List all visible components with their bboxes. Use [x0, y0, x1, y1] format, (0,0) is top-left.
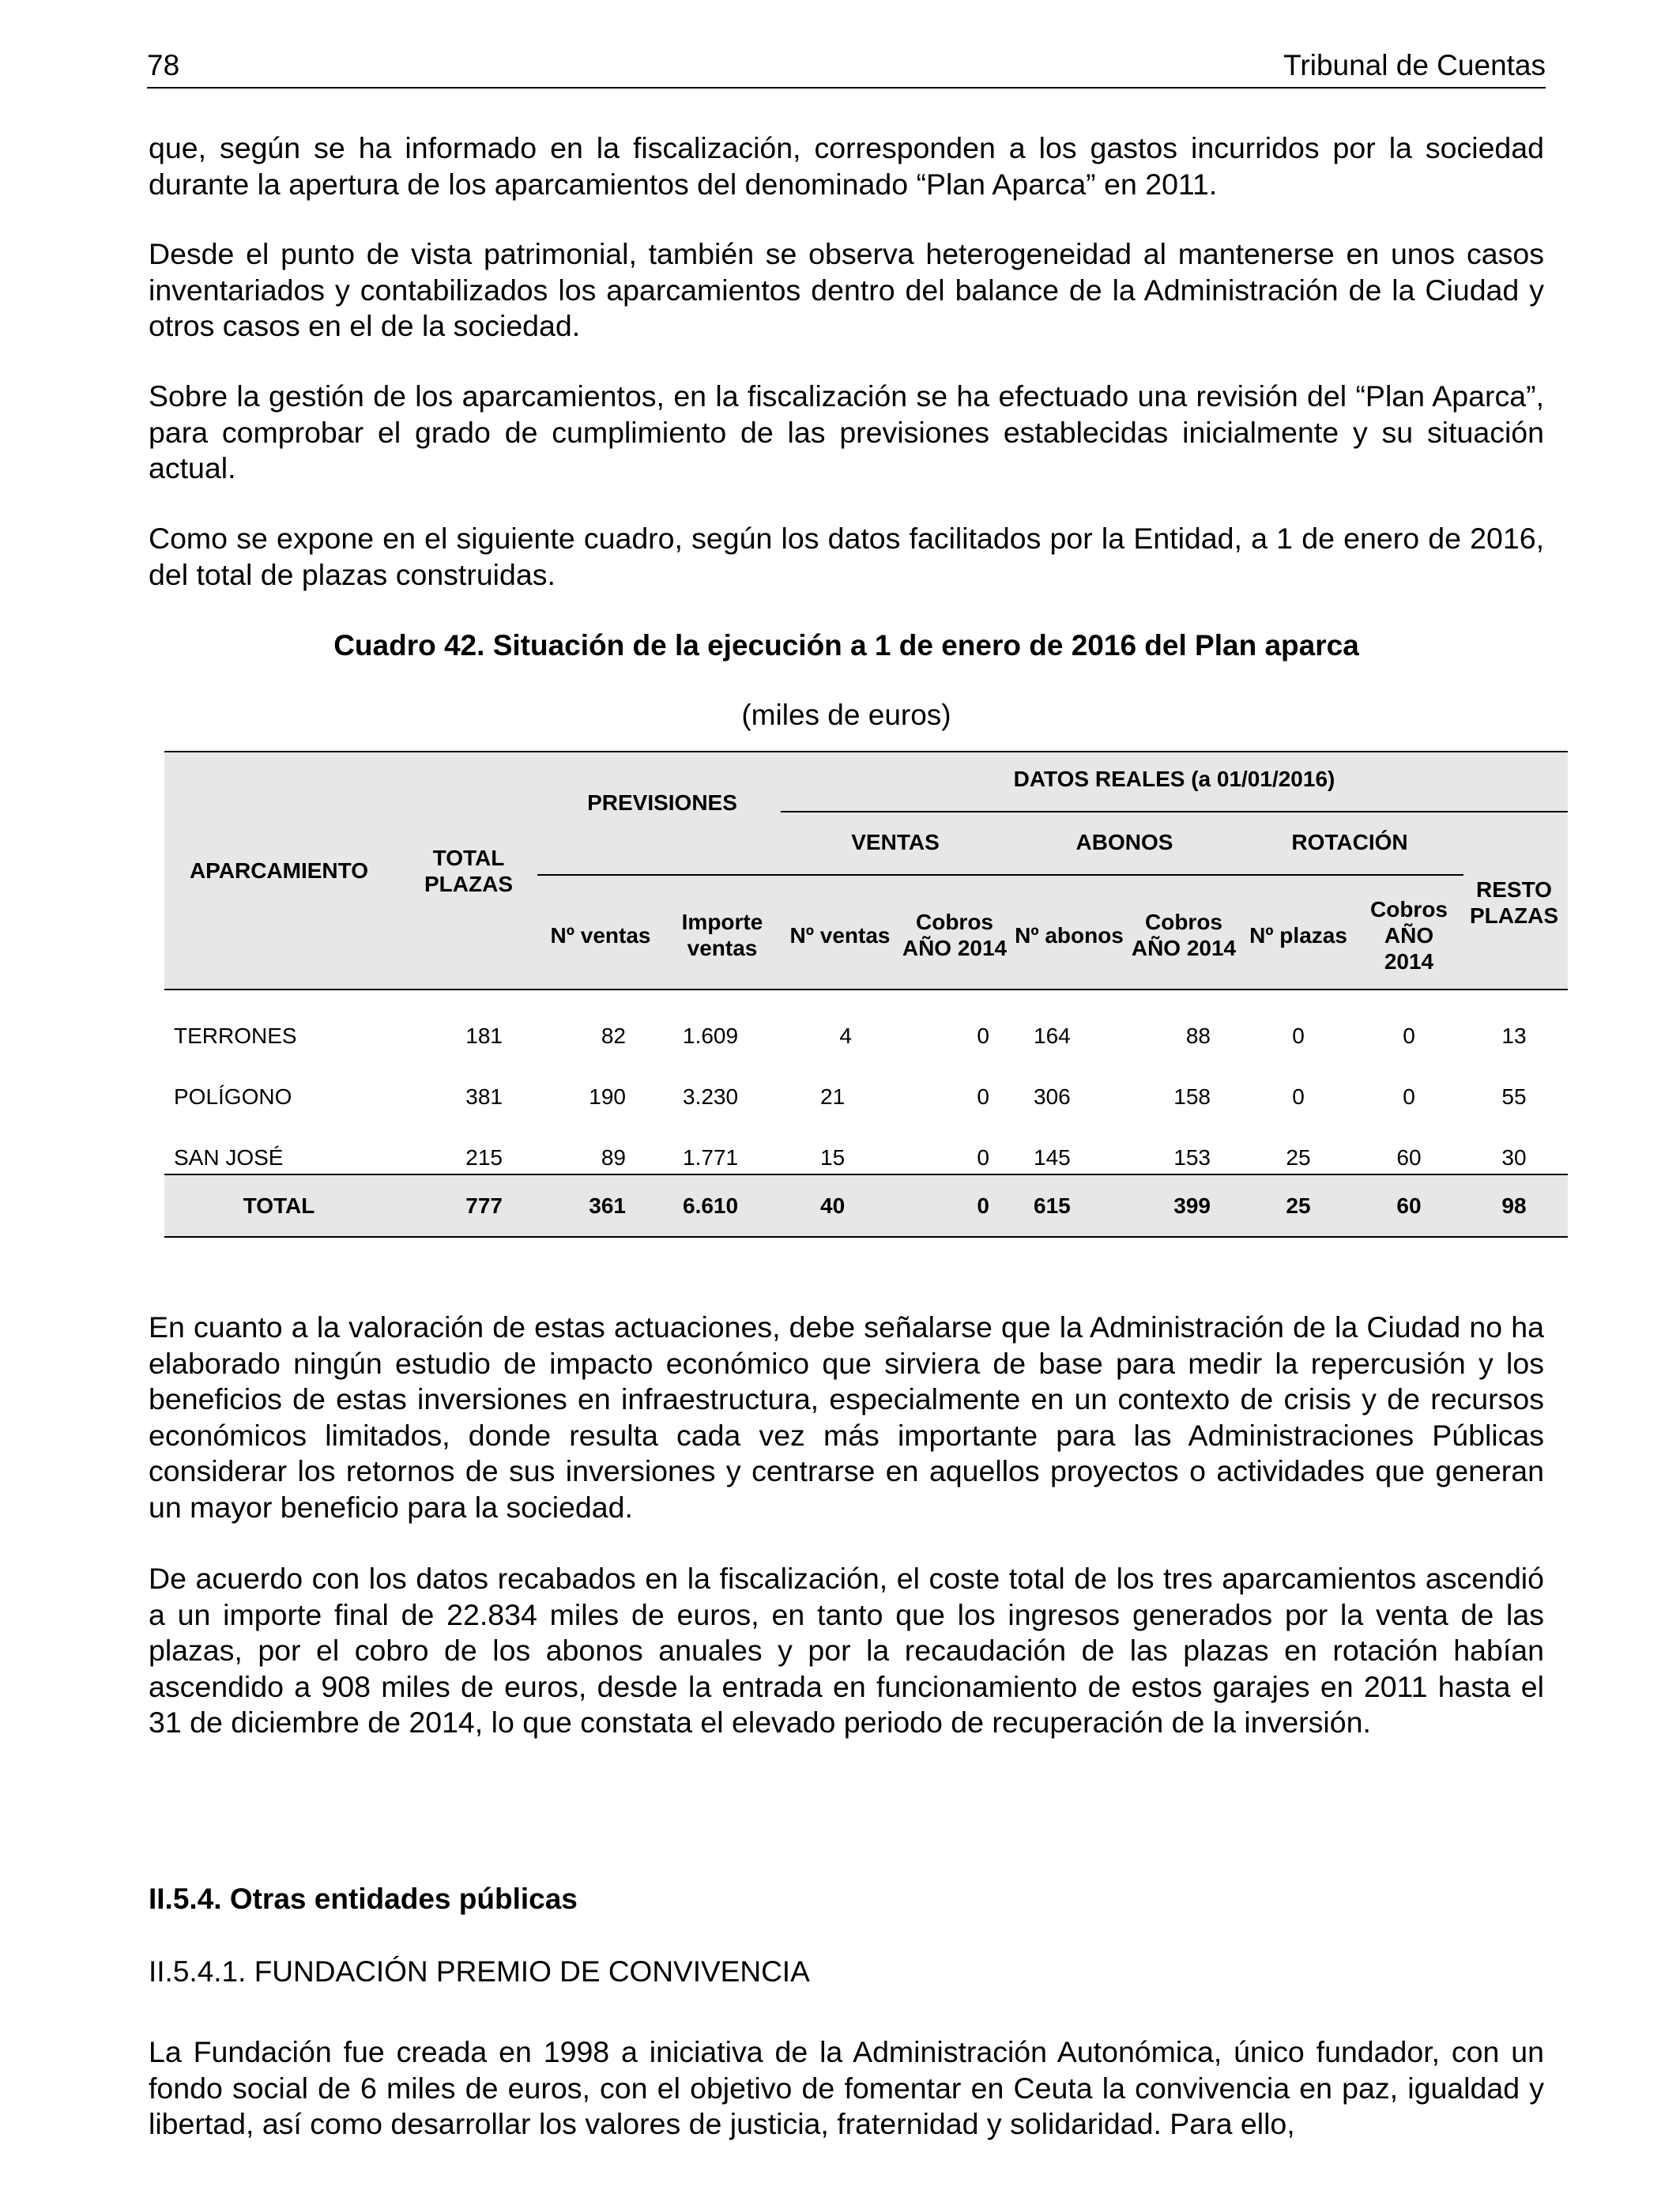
cell-aparcamiento: POLÍGONO: [174, 1084, 292, 1109]
cell-total-n-ventas: 40: [820, 1193, 846, 1218]
header-importe-ventas: Importe ventas: [681, 910, 763, 960]
page-number: 78: [147, 49, 180, 81]
cell-importe-ventas: 3.230: [683, 1084, 739, 1109]
cell-n-plazas: 25: [1286, 1144, 1311, 1170]
header-n-ventas-previstas: Nº ventas: [550, 922, 651, 948]
header-cobros-rotacion: Cobros AÑO 2014: [1370, 896, 1448, 974]
cell-total-plazas: 777: [465, 1193, 503, 1218]
header-n-plazas: Nº plazas: [1249, 922, 1347, 948]
cell-cobros-rotacion: 0: [1403, 1023, 1415, 1048]
cell-n-ventas: 4: [839, 1023, 852, 1048]
cell-total-n-abonos: 615: [1034, 1193, 1071, 1218]
cell-n-ventas-previstas: 89: [601, 1144, 626, 1170]
cell-cobros-ventas: 0: [977, 1084, 989, 1109]
cell-importe-ventas: 1.771: [683, 1144, 739, 1170]
cell-importe-ventas: 1.609: [683, 1023, 739, 1048]
cell-aparcamiento: TERRONES: [174, 1023, 297, 1048]
cell-total-plazas: 215: [465, 1144, 503, 1170]
cell-n-plazas: 0: [1292, 1023, 1305, 1048]
cell-n-abonos: 145: [1034, 1144, 1071, 1170]
cell-total-n-ventas-previstas: 361: [589, 1193, 626, 1218]
cell-n-abonos: 164: [1034, 1023, 1071, 1048]
cell-cobros-ventas: 0: [977, 1023, 989, 1048]
cell-total-label: TOTAL: [243, 1193, 315, 1218]
cell-resto-plazas: 30: [1501, 1144, 1527, 1170]
cell-total-cobros-rotacion: 60: [1396, 1193, 1422, 1218]
header-cobros-ventas: Cobros AÑO 2014: [902, 910, 1008, 960]
header-ventas: VENTAS: [851, 829, 940, 854]
header-cobros-abonos: Cobros AÑO 2014: [1131, 910, 1237, 960]
section-heading: II.5.4. Otras entidades públicas: [149, 1883, 578, 1915]
cell-n-abonos: 306: [1034, 1084, 1071, 1109]
cell-resto-plazas: 13: [1501, 1023, 1527, 1048]
paragraph-7: La Fundación fue creada en 1998 a iniciativa de la Administración Autonómica, único fundador, con un fondo social de 6 miles de euros, con el objetivo de fomentar en Ceuta la convivencia en paz, igualdad y libertad, así como desarrollar los valores de justicia, fraternidad y solidaridad. Para ello,: [149, 2035, 1544, 2140]
page-header: [147, 44, 1546, 89]
header-resto-plazas: RESTO PLAZAS: [1470, 876, 1558, 928]
cell-n-ventas: 15: [820, 1144, 846, 1170]
header-rotacion: ROTACIÓN: [1291, 829, 1408, 854]
paragraph-1: que, según se ha informado en la fiscalización, corresponden a los gastos incurridos por la sociedad durante la apertura de los aparcamientos del denominado “Plan Aparca” en 2011.: [149, 131, 1544, 201]
header-abonos: ABONOS: [1075, 829, 1173, 854]
cell-total-importe-ventas: 6.610: [683, 1193, 739, 1218]
cell-cobros-rotacion: 60: [1396, 1144, 1422, 1170]
paragraph-6: De acuerdo con los datos recabados en la fiscalización, el coste total de los tres aparcamientos ascendió a un importe final de 22.834 miles de euros, en tanto que los ingresos generados por la venta de las plazas, por el cobro de los abonos anuales y por la recaudación de las plazas en rotación habían ascendido a 908 miles de euros, desde la entrada en funcionamiento de estos garajes en 2011 hasta el 31 de diciembre de 2014, lo que constata el elevado periodo de recuperación de la inversión.: [149, 1562, 1544, 1739]
header-datos-reales: DATOS REALES (a 01/01/2016): [1013, 766, 1335, 791]
header-n-ventas: Nº ventas: [789, 922, 891, 948]
header-total-plazas: TOTAL PLAZAS: [424, 845, 513, 896]
cell-n-ventas: 21: [820, 1084, 846, 1109]
cell-total-cobros-abonos: 399: [1173, 1193, 1211, 1218]
header-title: Tribunal de Cuentas: [1283, 49, 1546, 81]
cell-cobros-abonos: 158: [1173, 1084, 1211, 1109]
cell-cobros-abonos: 88: [1185, 1023, 1211, 1048]
cell-n-plazas: 0: [1292, 1084, 1305, 1109]
subsection-heading: II.5.4.1. FUNDACIÓN PREMIO DE CONVIVENCIA: [149, 1955, 810, 1988]
cell-cobros-rotacion: 0: [1403, 1084, 1415, 1109]
cell-total-plazas: 381: [465, 1084, 503, 1109]
cell-total-n-plazas: 25: [1286, 1193, 1311, 1218]
cell-n-ventas-previstas: 190: [589, 1084, 626, 1109]
cell-total-plazas: 181: [465, 1023, 503, 1048]
table-subtitle: (miles de euros): [741, 699, 951, 731]
paragraph-3: Sobre la gestión de los aparcamientos, en la fiscalización se ha efectuado una revisión del “Plan Aparca”, para comprobar el grado de cumplimiento de las previsiones establecidas inicialmente y su situación actual.: [149, 379, 1544, 484]
cell-total-cobros-ventas: 0: [977, 1193, 989, 1218]
table-title: Cuadro 42. Situación de la ejecución a 1 de enero de 2016 del Plan aparca: [333, 629, 1359, 662]
cell-cobros-ventas: 0: [977, 1144, 989, 1170]
header-previsiones: PREVISIONES: [587, 790, 737, 815]
cell-resto-plazas: 55: [1501, 1084, 1527, 1109]
paragraph-2: Desde el punto de vista patrimonial, también se observa heterogeneidad al mantenerse en unos casos inventariados y contabilizados los aparcamientos dentro del balance de la Administración de la Ciudad y otros casos en el de la sociedad.: [149, 237, 1544, 342]
header-rule-subcolumns: [537, 874, 1463, 876]
paragraph-5: En cuanto a la valoración de estas actuaciones, debe señalarse que la Administración de la Ciudad no ha elaborado ningún estudio de impacto económico que sirviera de base para medir la repercusión y los beneficios de estas inversiones en infraestructura, especialmente en un contexto de crisis y de recursos económicos limitados, donde resulta cada vez más importante para las Administraciones Públicas considerar los retornos de sus inversiones y centrarse en aquellos proyectos o actividades que generan un mayor beneficio para la sociedad.: [149, 1310, 1544, 1524]
cell-n-ventas-previstas: 82: [601, 1023, 626, 1048]
header-n-abonos: Nº abonos: [1015, 922, 1124, 948]
paragraph-4: Como se expone en el siguiente cuadro, según los datos facilitados por la Entidad, a 1 de enero de 2016, del total de plazas construidas.: [149, 522, 1544, 591]
cell-aparcamiento: SAN JOSÉ: [174, 1144, 284, 1170]
header-aparcamiento: APARCAMIENTO: [189, 858, 369, 883]
header-rule-datos-reales: [781, 811, 1568, 812]
plan-aparca-table: [164, 751, 1568, 1238]
cell-cobros-abonos: 153: [1173, 1144, 1211, 1170]
cell-total-resto-plazas: 98: [1501, 1193, 1527, 1218]
